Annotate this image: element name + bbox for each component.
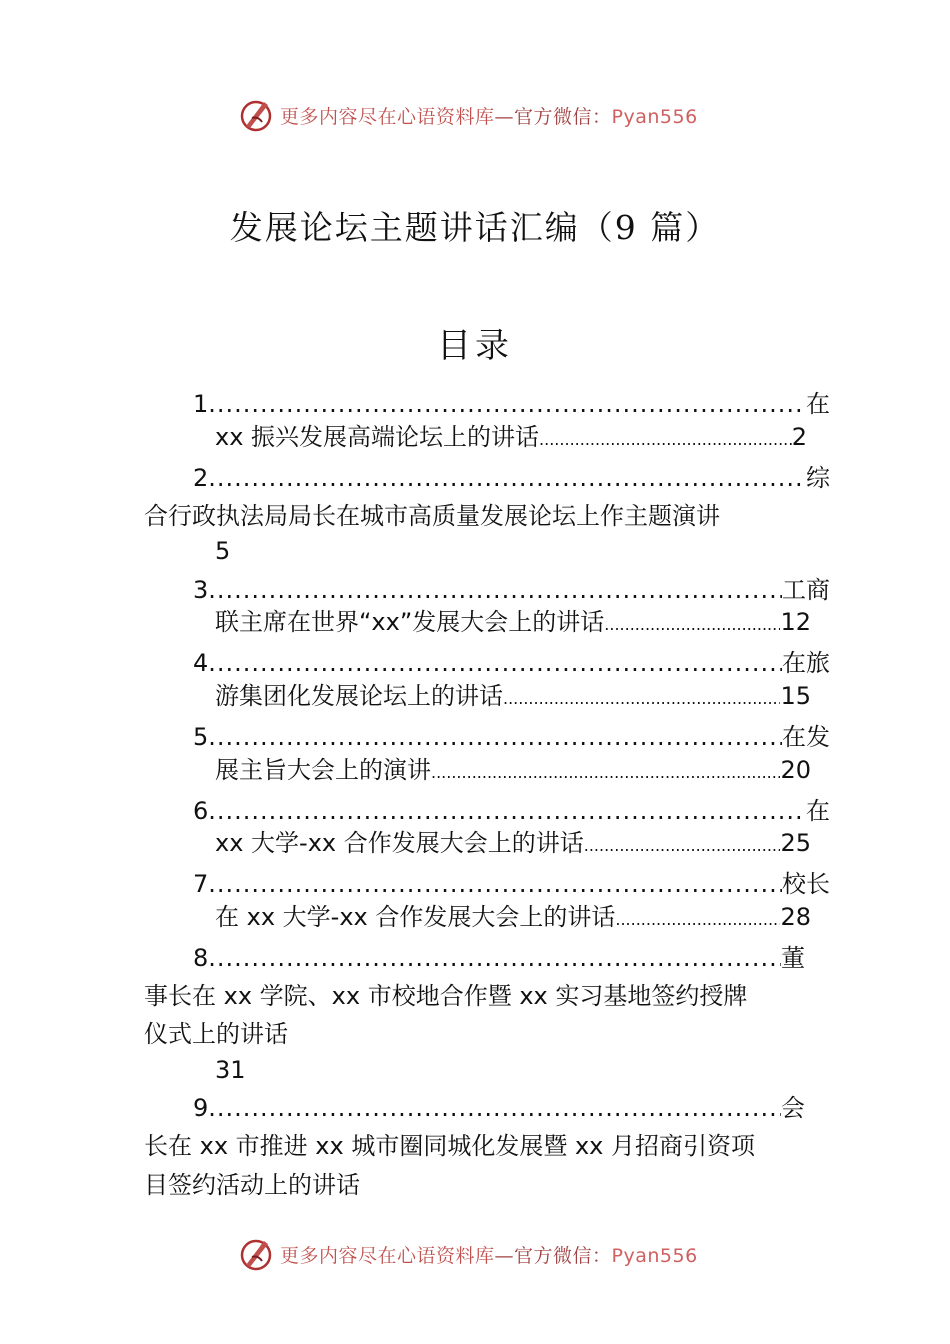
toc-text: 在 xx 大学-xx 合作发展大会上的讲话 [215, 903, 616, 931]
toc-entry-4[interactable] [193, 647, 830, 679]
pen-logo-icon [238, 1235, 274, 1271]
toc-entry-9[interactable] [193, 1092, 805, 1124]
toc-text[interactable]: 事长在 xx 学院、xx 市校地合作暨 xx 实习基地签约授牌 [144, 982, 748, 1010]
toc-entry-5[interactable] [193, 721, 830, 753]
banner-wechat-id: Pyan556 [611, 1245, 698, 1267]
toc-head: 董 [781, 944, 805, 972]
toc-text: 游集团化发展论坛上的讲话 [215, 682, 503, 710]
toc-text[interactable]: 长在 xx 市推进 xx 城市圈同城化发展暨 xx 月招商引资项 [144, 1132, 755, 1160]
toc-entry-3[interactable] [193, 574, 830, 606]
toc-number: 5 [193, 723, 209, 751]
toc-entry-5-cont[interactable] [215, 754, 811, 789]
toc-entry-3-cont[interactable] [215, 606, 811, 641]
banner-dash: — [494, 1245, 515, 1267]
toc-number: 7 [193, 870, 209, 898]
toc-head: 校长 [782, 870, 830, 898]
toc-text: 联主席在世界“xx”发展大会上的讲话 [215, 608, 605, 636]
toc-text[interactable]: 仪式上的讲话 [144, 1020, 288, 1048]
banner-text [280, 1241, 698, 1268]
banner-wechat-id: Pyan556 [611, 106, 698, 128]
banner-library-text: 更多内容尽在心语资料库 [280, 1245, 495, 1267]
banner-text [280, 102, 698, 129]
banner-dash: — [494, 106, 515, 128]
toc-number: 4 [193, 649, 209, 677]
toc-entry-8[interactable] [193, 942, 805, 974]
toc-number: 3 [193, 576, 209, 604]
banner-library-text: 更多内容尽在心语资料库 [280, 106, 495, 128]
toc-page: 31 [215, 1056, 246, 1084]
toc-head: 在 [806, 390, 830, 418]
toc-entry-1[interactable] [193, 388, 830, 420]
toc-entry-6[interactable] [193, 795, 830, 827]
toc-head: 综 [806, 464, 830, 492]
toc-text[interactable]: 目签约活动上的讲话 [144, 1171, 360, 1199]
toc-heading: 目录 [437, 326, 513, 366]
toc-page: 2 [791, 423, 807, 451]
pen-logo-icon [238, 96, 274, 132]
footer-banner [0, 1233, 950, 1273]
toc-entry-7[interactable] [193, 868, 830, 900]
toc-text: xx 振兴发展高端论坛上的讲话 [215, 423, 540, 451]
toc-number: 8 [193, 944, 209, 972]
toc-head: 在旅 [782, 649, 830, 677]
toc-page: 20 [780, 756, 811, 784]
toc-page: 12 [780, 608, 811, 636]
toc-number: 6 [193, 797, 209, 825]
banner-wechat-label: 官方微信： [514, 106, 612, 128]
banner-wechat-label: 官方微信： [514, 1245, 612, 1267]
toc-page: 15 [780, 682, 811, 710]
toc-page: 28 [780, 903, 811, 931]
toc-number: 2 [193, 464, 209, 492]
toc-head: 在发 [782, 723, 830, 751]
header-banner [0, 94, 950, 134]
toc-text: 展主旨大会上的演讲 [215, 756, 431, 784]
toc-head: 在 [806, 797, 830, 825]
toc-page: 5 [215, 537, 231, 565]
toc-page: 25 [780, 829, 811, 857]
toc-text[interactable]: 合行政执法局局长在城市高质量发展论坛上作主题演讲 [144, 502, 720, 530]
toc-number: 9 [193, 1094, 209, 1122]
toc-head: 会 [781, 1094, 805, 1122]
toc-text: xx 大学-xx 合作发展大会上的讲话 [215, 829, 584, 857]
toc-head: 工商 [782, 576, 830, 604]
toc-number: 1 [193, 390, 209, 418]
toc-entry-4-cont[interactable] [215, 680, 811, 715]
toc-entry-6-cont[interactable] [215, 827, 811, 862]
document-title: 发展论坛主题讲话汇编（9 篇） [229, 208, 721, 247]
toc-entry-1-cont[interactable] [215, 421, 807, 456]
toc-entry-2[interactable] [193, 462, 830, 494]
toc-entry-7-cont[interactable] [215, 901, 811, 936]
